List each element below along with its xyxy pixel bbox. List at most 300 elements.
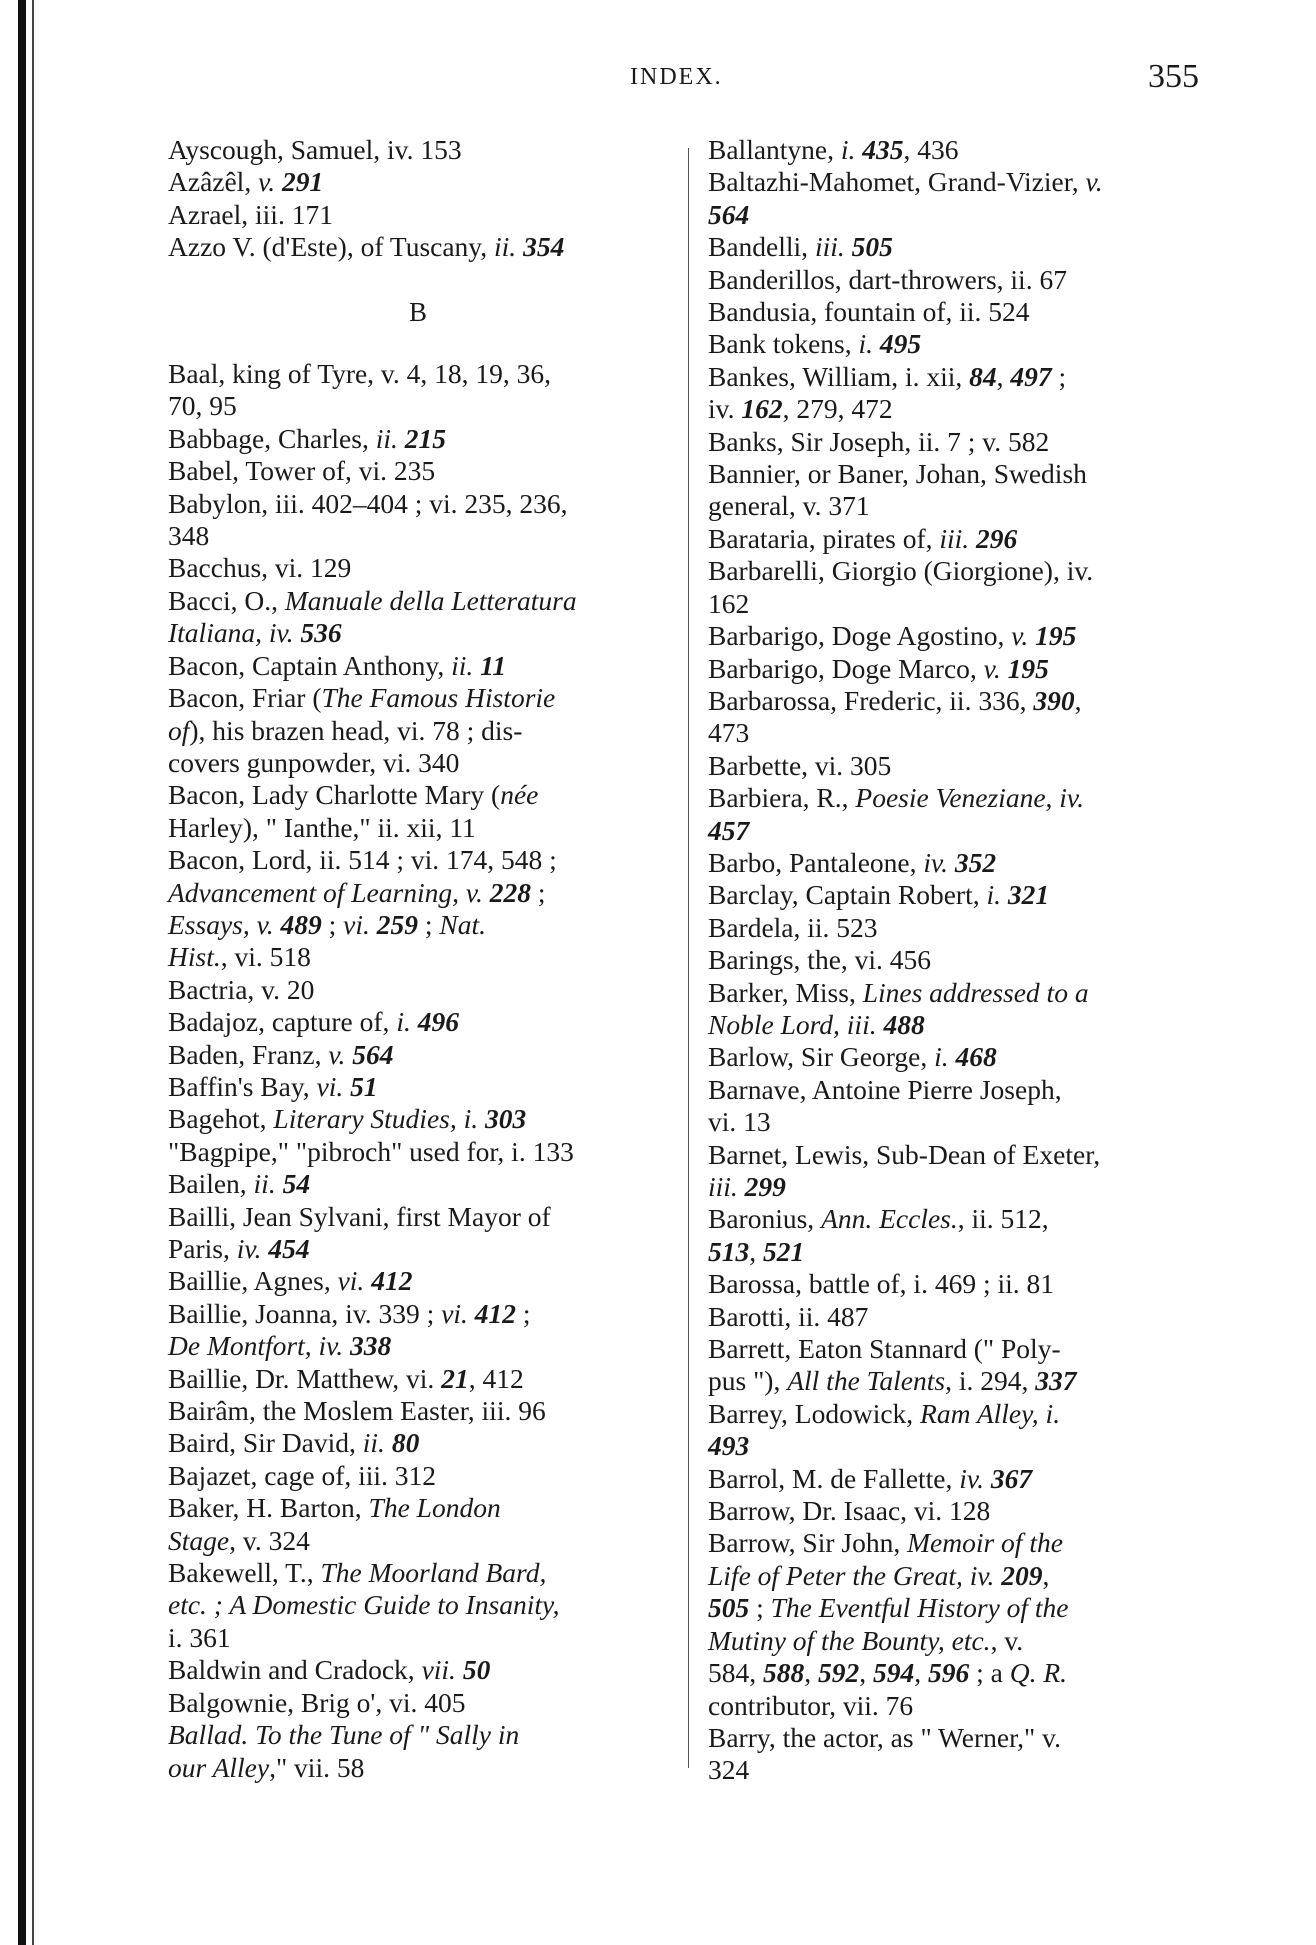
index-text: Barings, the, vi. 456 [708,944,932,976]
index-line [168,1752,668,1784]
index-line [168,1168,668,1200]
index-text: 473 [708,717,750,749]
index-text: , [914,1657,928,1689]
index-text: Bankes, William, i. xii, [708,360,970,392]
index-text: Stage [168,1524,230,1556]
index-line [708,1560,1216,1592]
index-line [168,231,668,263]
index-text: Barry, the actor, as " Werner," v. [708,1721,1061,1753]
index-text: covers gunpowder, vi. 340 [168,746,460,778]
index-text: Babel, Tower of, vi. 235 [168,455,436,487]
index-text: "Bagpipe," "pibroch" used for, i. 133 [168,1135,574,1167]
index-text: Banks, Sir Joseph, ii. 7 ; v. 582 [708,425,1050,457]
index-text: 162 [741,393,783,425]
index-text: Bactria, v. 20 [168,973,315,1005]
index-text: v. [1011,620,1036,652]
index-text: 493 [708,1430,750,1462]
index-text: Bairâm, the Moslem Easter, iii. 96 [168,1395,546,1427]
index-text: 228 [489,876,532,908]
index-text: Bajazet, cage of, iii. 312 [168,1459,437,1491]
index-line [708,1365,1216,1397]
index-text: Barossa, battle of, i. 469 ; ii. 81 [708,1268,1054,1300]
index-line [168,1687,668,1719]
index-text: 513 [708,1235,750,1267]
index-text: Noble Lord, iii. [708,1008,884,1040]
left-entries-b [168,358,668,1784]
index-text: Bailli, Jean Sylvani, first Mayor of [168,1200,551,1232]
index-text: Bacon, Lord, ii. 514 ; vi. 174, 548 ; [168,844,557,876]
index-text: vi. [441,1297,475,1329]
index-text: Hist. [168,941,221,973]
index-line [168,358,668,390]
index-line [168,552,668,584]
index-text: i. [840,134,863,165]
index-text: 324 [708,1754,750,1786]
index-text: 348 [168,520,210,552]
index-text: i. [858,328,880,360]
index-text: Barbarigo, Doge Marco, [708,652,984,684]
index-line [708,1430,1216,1462]
book-spine-shadow [32,0,34,1945]
index-text: ; [749,1592,771,1624]
index-text: Bacon, Lady Charlotte Mary ( [168,779,501,811]
index-line [168,650,668,682]
index-text: 489 [280,908,322,940]
index-line [168,974,668,1006]
index-text: 596 [928,1657,970,1689]
index-text: , [996,360,1011,392]
index-text: Baillie, Dr. Matthew, vi. [168,1362,442,1394]
index-text: ii. [375,422,405,454]
index-text: Baden, Franz, [168,1038,329,1070]
index-line [168,877,668,909]
index-text: 70, 95 [168,390,237,422]
index-line [168,1136,668,1168]
index-line [168,812,668,844]
index-text: ), his brazen head, vi. 78 ; dis- [189,714,523,746]
index-line [168,1525,668,1557]
index-text: 50 [462,1654,491,1686]
index-text: v. [1085,166,1103,198]
index-text: , vi. 518 [220,941,311,973]
index-line [708,1398,1216,1430]
index-text: Barclay, Captain Robert, [708,879,987,911]
index-text: , v. [990,1624,1024,1656]
index-text: vi. 13 [708,1106,771,1138]
index-text: vi. [316,1070,351,1102]
index-text: v. [983,652,1008,684]
index-text: pus "), [708,1365,788,1397]
index-text: Barrett, Eaton Stannard (" Poly- [708,1333,1061,1365]
index-text: , [804,1657,818,1689]
index-text: , v. 324 [229,1524,310,1556]
index-line [708,296,1216,328]
index-text: ," vii. 58 [269,1751,365,1783]
index-line [708,1171,1216,1203]
index-text: 390 [1033,684,1075,716]
index-text: iii. [939,522,977,554]
index-text: 588 [763,1657,805,1689]
index-text: Ayscough, Samuel, iv. 153 [168,134,462,165]
index-text: 454 [268,1233,310,1264]
index-line [708,1592,1216,1624]
index-line [708,1625,1216,1657]
index-line [708,523,1216,555]
index-text: Baffin's Bay, [168,1070,317,1102]
index-text: Essays, v. [168,908,281,940]
index-text: 195 [1035,620,1077,652]
index-text: Poesie Veneziane, iv. [855,782,1084,814]
index-text: Bacon, Captain Anthony, [168,649,452,681]
index-text: Barrey, Lodowick, [708,1397,921,1429]
index-text: v. [328,1038,353,1070]
index-text: ; [516,1297,531,1329]
index-text: Italiana, iv. [168,617,301,649]
index-text: Paris, [168,1233,237,1264]
index-line [168,1330,668,1362]
index-text: Ballad. To the Tune of " Sally in [168,1719,520,1751]
index-line [168,423,668,455]
index-text: 495 [879,328,922,360]
index-line [708,1722,1216,1754]
index-text: All the Talents [787,1365,946,1397]
index-text: ii. [451,649,481,681]
index-text: etc. ; A Domestic Guide to Insanity, [168,1589,560,1621]
index-line [168,617,668,649]
index-text: Barbo, Pantaleone, [708,846,924,878]
index-text: Advancement of Learning, v. [168,876,490,908]
index-text: 51 [350,1070,378,1102]
index-text: 564 [352,1038,394,1070]
index-text: Baillie, Joanna, iv. 339 ; [168,1297,442,1329]
index-line [708,555,1216,587]
index-text: vi. [337,1265,372,1297]
index-text: , 436 [903,134,959,165]
index-line [168,682,668,714]
index-line [708,685,1216,717]
index-text: 354 [523,231,565,263]
index-text: 162 [708,587,750,619]
index-text: Barbette, vi. 305 [708,749,892,781]
index-text: 209 [1001,1559,1043,1591]
index-text: Bagehot, [168,1103,274,1135]
index-line [168,585,668,617]
index-line [708,1333,1216,1365]
index-line [708,1041,1216,1073]
index-line [708,620,1216,652]
index-line [168,909,668,941]
index-text: Badajoz, capture of, [168,1006,397,1038]
index-text: 521 [763,1235,805,1267]
index-line [708,264,1216,296]
index-line [708,1754,1216,1786]
index-text: Bardela, ii. 523 [708,911,878,943]
index-line [708,1690,1216,1722]
index-text: Harley), " Ianthe," ii. xii, 11 [168,811,476,843]
index-text: 291 [282,166,324,198]
index-text: Babbage, Charles, [168,422,376,454]
index-text: , [859,1657,873,1689]
index-line [708,361,1216,393]
index-text: 505 [708,1592,750,1624]
index-text: 584, [708,1657,763,1689]
index-text: Ann. Eccles. [821,1203,958,1235]
index-text: Bank tokens, [708,328,859,360]
index-text: Baker, H. Barton, [168,1492,369,1524]
index-text: Bacci, O., [168,584,285,616]
index-text: Azzo V. (d'Este), of Tuscany, [168,231,495,263]
index-text: 21 [441,1362,469,1394]
index-text: Ram Alley, i. [920,1397,1061,1429]
index-line [168,1201,668,1233]
index-text: The Moorland Bard, [320,1557,547,1589]
index-line [708,815,1216,847]
index-text: 259 [376,908,419,940]
index-text: Mutiny of the Bounty, etc. [708,1624,991,1656]
index-text: Bacchus, vi. 129 [168,552,352,584]
index-text: Bandelli, [708,231,815,263]
index-line [708,1139,1216,1171]
index-text: , [1074,684,1082,716]
index-line [708,1236,1216,1268]
index-line [168,1039,668,1071]
index-text: iii. [814,231,852,263]
index-text: 296 [976,522,1018,554]
index-line [168,941,668,973]
index-text: De Montfort, iv. [168,1330,351,1362]
index-text: 352 [954,846,997,878]
index-text: Baldwin and Cradock, [168,1654,422,1686]
index-text: , 279, 472 [782,393,893,425]
index-text: Life of Peter the Great, iv. [708,1559,1002,1591]
left-column [168,134,668,1784]
index-text: , [1042,1559,1050,1591]
index-line [168,1265,668,1297]
index-text: vi. [343,908,377,940]
index-text: Bandusia, fountain of, ii. 524 [708,296,1030,328]
index-text: , 412 [468,1362,524,1394]
index-text: iv. [708,393,742,425]
index-text: Memoir of the [907,1527,1063,1559]
index-line [168,1719,668,1751]
index-line [168,747,668,779]
index-text: , i. 294, [945,1365,1036,1397]
index-text: our Alley [168,1751,270,1783]
index-line [708,750,1216,782]
page-header [0,58,1316,108]
index-line [708,490,1216,522]
index-line [168,715,668,747]
index-text: Baronius, [708,1203,822,1235]
index-text: Azâzêl, [168,166,259,198]
index-line [168,455,668,487]
index-text: general, v. 371 [708,490,870,522]
index-line [708,231,1216,263]
index-text: ; [1051,360,1067,392]
index-text: iii. [708,1171,745,1202]
index-line [168,1427,668,1459]
index-text: i. 361 [168,1621,231,1653]
index-text: Bailen, [168,1168,254,1200]
index-text: 497 [1010,360,1052,392]
index-text: 321 [1007,879,1050,911]
index-text: 488 [883,1008,925,1040]
index-line [168,1103,668,1135]
index-text: 468 [955,1041,997,1073]
index-line [168,1395,668,1427]
index-text: Barrow, Dr. Isaac, vi. 128 [708,1495,991,1527]
index-text: vii. [421,1654,463,1686]
index-line [168,844,668,876]
index-text: Balgownie, Brig o', vi. 405 [168,1686,466,1718]
index-text: ; [531,876,546,908]
index-line [708,1463,1216,1495]
index-line [708,653,1216,685]
index-line [708,1495,1216,1527]
index-line [168,1298,668,1330]
index-line [708,134,1216,166]
index-line [168,199,668,231]
index-text: Barrow, Sir John, [708,1527,908,1559]
index-text: Q. R. [1009,1657,1068,1689]
index-text: 412 [474,1297,517,1329]
index-line [708,847,1216,879]
index-text: Bacon, Friar ( [168,682,322,714]
index-text: Barotti, ii. 487 [708,1300,869,1332]
index-text: née [500,779,539,811]
index-text: Barbarigo, Doge Agostino, [708,620,1012,652]
index-line [708,1074,1216,1106]
index-line [168,520,668,552]
index-text: 594 [873,1657,915,1689]
index-text: Barnet, Lewis, Sub-Dean of Exeter, [708,1138,1101,1170]
index-line [708,166,1216,198]
index-text: Barbiera, R., [708,782,856,814]
index-line [708,717,1216,749]
index-text: Literary Studies, i. [273,1103,486,1135]
index-text: 303 [485,1103,527,1135]
index-line [708,1657,1216,1689]
index-text: 457 [708,814,750,846]
index-text: iv. [959,1462,991,1494]
index-text: ; [321,908,344,940]
index-line [708,458,1216,490]
index-text: Barrol, M. de Fallette, [708,1462,960,1494]
book-spine-edge [18,0,26,1945]
index-line [168,1071,668,1103]
index-line [168,1460,668,1492]
right-entries [708,134,1216,1787]
index-line [168,1363,668,1395]
index-text: Nat. [439,908,487,940]
index-text: 564 [708,198,750,230]
index-line [168,390,668,422]
right-column [708,134,1216,1787]
index-text: ii. [362,1427,392,1459]
index-text: Lines addressed to a [862,976,1089,1008]
index-line [708,1106,1216,1138]
index-text: i. [396,1006,418,1038]
index-text: 536 [300,617,342,649]
index-text: The London [368,1492,501,1524]
index-text: 338 [350,1330,392,1362]
index-text: Barker, Miss, [708,976,863,1008]
index-text: Baillie, Agnes, [168,1265,338,1297]
index-text: contributor, vii. 76 [708,1689,914,1721]
index-text: Babylon, iii. 402–404 ; vi. 235, 236, [168,487,568,519]
index-line [708,426,1216,458]
index-line [168,1492,668,1524]
index-line [708,782,1216,814]
index-text: 412 [371,1265,413,1297]
index-line [708,199,1216,231]
index-line [708,944,1216,976]
index-line [168,1589,668,1621]
index-line [708,393,1216,425]
index-text: Barbarossa, Frederic, ii. 336, [708,684,1034,716]
index-text: Ballantyne, [708,134,841,165]
index-text: Bannier, or Baner, Johan, Swedish [708,458,1087,490]
page-number: 355 [1148,58,1199,95]
index-text: 84 [969,360,997,392]
index-line [168,1006,668,1038]
index-text: 367 [990,1462,1033,1494]
index-line [708,1527,1216,1559]
index-line [168,779,668,811]
index-text: v. [258,166,282,198]
index-line [708,879,1216,911]
index-line [168,166,668,198]
running-head: INDEX. [630,64,723,90]
index-text: The Famous Historie [321,682,556,714]
index-text: 505 [851,231,893,263]
index-text: iv. [923,846,955,878]
index-line [708,588,1216,620]
index-text: Azrael, iii. 171 [168,198,333,230]
index-text: of [168,714,190,746]
index-text: ; a [969,1657,1010,1689]
section-letter-heading: B [408,296,427,327]
index-text: i. [986,879,1008,911]
index-text: Bakewell, T., [168,1557,321,1589]
index-line [708,1301,1216,1333]
index-text: Manuale della Letteratura [284,584,577,616]
index-text: 215 [404,422,446,454]
index-line [708,1009,1216,1041]
index-line [708,1268,1216,1300]
column-divider [688,148,689,1768]
index-text: 435 [862,134,904,165]
left-entries-a [168,134,668,264]
index-line [708,977,1216,1009]
index-text: iv. [236,1233,269,1264]
index-text: Baltazhi-Mahomet, Grand-Vizier, [708,166,1086,198]
index-text: The Eventful History of the [770,1592,1069,1624]
index-line [168,1654,668,1686]
index-text: 299 [744,1171,786,1202]
index-text: Baird, Sir David, [168,1427,363,1459]
index-text: Barataria, pirates of, [708,522,940,554]
index-line [708,912,1216,944]
index-text: 54 [282,1168,311,1200]
index-text: 195 [1007,652,1049,684]
index-text: , [749,1235,763,1267]
index-text: Barlow, Sir George, [708,1041,935,1073]
index-text: Banderillos, dart-throwers, ii. 67 [708,263,1067,295]
index-text: 11 [480,649,507,681]
index-line [168,1557,668,1589]
index-text: i. [934,1041,956,1073]
